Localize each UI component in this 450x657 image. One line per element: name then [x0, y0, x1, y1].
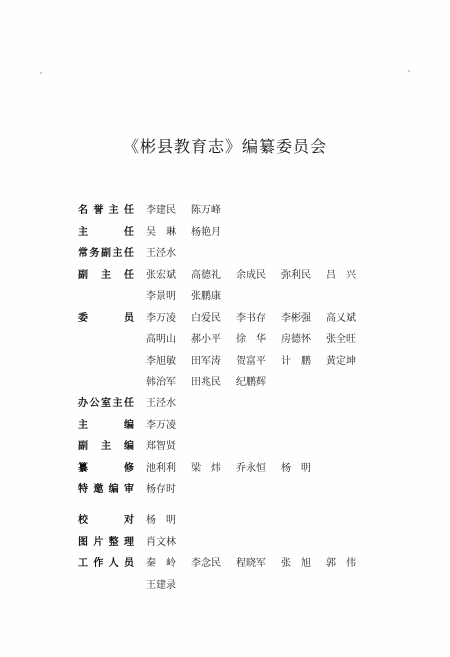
member-name: 吕 兴	[326, 269, 356, 281]
member-name: 韩治军	[146, 377, 176, 388]
member-name: 黄定坤	[326, 355, 356, 367]
roster-row	[78, 224, 438, 246]
member-names	[146, 224, 438, 246]
member-name: 高明山	[146, 334, 176, 345]
roster-row	[78, 438, 438, 460]
label-char: 主	[101, 441, 111, 452]
committee-section	[78, 202, 438, 396]
member-name: 郑智贤	[146, 441, 176, 452]
member-name: 王建录	[146, 579, 176, 591]
member-name: 张鹏康	[191, 291, 221, 302]
roster-row	[78, 417, 438, 439]
role-label	[78, 481, 134, 496]
member-name: 李旭敏	[146, 355, 176, 367]
member-names	[146, 395, 438, 417]
label-char: 员	[124, 312, 134, 324]
member-name: 吴 琳	[146, 226, 176, 238]
member-name: 高德礼	[191, 269, 221, 281]
member-name: 郝小平	[191, 334, 221, 345]
member-name: 肖文林	[146, 536, 176, 548]
roster-row	[78, 395, 438, 417]
roster-row	[78, 512, 438, 534]
label-char: 任	[124, 269, 134, 281]
name-line	[146, 224, 438, 246]
member-name: 程晓军	[236, 558, 266, 569]
member-name: 徐 华	[236, 334, 266, 345]
member-name: 房德怀	[281, 334, 311, 345]
member-name: 李景明	[146, 291, 176, 302]
label-char: 编	[124, 419, 134, 431]
member-names	[146, 460, 438, 482]
label-char: 副	[78, 269, 88, 281]
label-char: 主	[78, 419, 88, 431]
label-char: 邀	[93, 484, 104, 495]
label-char: 主	[101, 269, 111, 281]
role-label	[78, 245, 134, 260]
member-names	[146, 202, 438, 224]
label-char: 修	[124, 462, 134, 474]
roster-row	[78, 267, 438, 310]
member-name: 余成民	[236, 269, 266, 281]
role-label	[78, 417, 134, 432]
label-char: 主	[112, 398, 123, 409]
member-names	[146, 512, 438, 534]
member-name: 梁 炜	[191, 462, 221, 474]
name-line	[146, 288, 438, 310]
name-line	[146, 374, 438, 396]
member-name: 陈万峰	[191, 205, 221, 216]
label-char: 员	[123, 558, 134, 569]
staff-section	[78, 512, 438, 598]
label-char: 作	[93, 558, 104, 569]
label-char: 任	[123, 205, 134, 216]
label-char: 审	[123, 484, 134, 495]
member-name: 王泾水	[146, 398, 176, 409]
role-label	[78, 534, 134, 549]
label-char: 对	[124, 515, 134, 526]
label-char: 主	[112, 248, 123, 259]
name-line	[146, 438, 438, 460]
name-line	[146, 577, 438, 599]
role-label	[78, 555, 134, 570]
role-label	[78, 267, 134, 282]
role-label	[78, 395, 134, 410]
label-char: 任	[124, 248, 134, 259]
label-char: 编	[108, 484, 119, 495]
label-char: 主	[78, 226, 88, 238]
role-label	[78, 460, 134, 475]
label-char: 任	[124, 226, 134, 238]
roster-row	[78, 460, 438, 482]
label-char: 人	[108, 558, 119, 569]
member-name: 李万凌	[146, 312, 176, 324]
label-char: 片	[93, 536, 104, 548]
roster-row	[78, 481, 438, 503]
label-char: 纂	[78, 462, 88, 474]
member-name: 纪鹏辉	[236, 377, 266, 388]
member-name: 池利利	[146, 462, 176, 474]
member-name: 贺富平	[236, 355, 266, 367]
label-char: 名	[78, 205, 88, 216]
member-names	[146, 555, 438, 598]
member-name: 张 旭	[281, 558, 311, 569]
name-line	[146, 310, 438, 332]
member-name: 杨存时	[146, 484, 176, 495]
member-name: 弥利民	[281, 269, 311, 281]
role-label	[78, 224, 134, 239]
name-line	[146, 460, 438, 482]
scan-speck	[408, 70, 410, 72]
member-name: 王泾水	[146, 248, 176, 259]
label-char: 务	[89, 248, 100, 259]
member-name: 田军涛	[191, 355, 221, 367]
label-char: 校	[78, 515, 88, 526]
page-title: 《彬县教育志》编纂委员会	[122, 137, 327, 156]
name-line	[146, 245, 438, 267]
label-char: 常	[78, 248, 88, 259]
member-name: 杨 明	[281, 462, 311, 474]
member-name: 李建民	[146, 205, 176, 216]
editorial-section	[78, 395, 438, 503]
label-char: 工	[78, 558, 88, 569]
member-names	[146, 481, 438, 503]
label-char: 特	[78, 484, 88, 495]
name-line	[146, 202, 438, 224]
member-name: 秦 岭	[146, 558, 176, 569]
role-label	[78, 512, 134, 527]
label-char: 委	[78, 312, 88, 324]
member-name: 李念民	[191, 558, 221, 569]
name-line	[146, 534, 438, 556]
roster-row	[78, 534, 438, 556]
member-name: 张宏斌	[146, 269, 176, 281]
member-name: 田兆民	[191, 377, 221, 388]
member-name: 计 鹏	[281, 355, 311, 367]
member-name: 李万凌	[146, 419, 176, 431]
label-char: 副	[78, 441, 88, 452]
name-line	[146, 331, 438, 353]
name-line	[146, 395, 438, 417]
label-char: 办	[78, 398, 88, 409]
label-char: 理	[123, 536, 134, 548]
member-name: 杨艳月	[191, 226, 221, 238]
label-char: 任	[124, 398, 134, 409]
name-line	[146, 417, 438, 439]
label-char: 编	[124, 441, 134, 452]
label-char: 整	[108, 536, 119, 548]
role-label	[78, 202, 134, 217]
roster-row	[78, 555, 438, 598]
member-names	[146, 417, 438, 439]
name-line	[146, 353, 438, 375]
roster-row	[78, 310, 438, 396]
label-char: 誉	[93, 205, 104, 216]
member-names	[146, 310, 438, 396]
name-line	[146, 512, 438, 534]
member-name: 杨 明	[146, 515, 176, 526]
roster-row	[78, 245, 438, 267]
member-name: 白爱民	[191, 312, 221, 324]
label-char: 主	[108, 205, 119, 216]
member-name: 李书存	[236, 312, 266, 324]
member-names	[146, 245, 438, 267]
label-char: 图	[78, 536, 88, 548]
member-names	[146, 438, 438, 460]
role-label	[78, 438, 134, 453]
name-line	[146, 481, 438, 503]
member-name: 李彬强	[281, 312, 311, 324]
label-char: 副	[101, 248, 111, 259]
name-line	[146, 267, 438, 289]
label-char: 公	[89, 398, 100, 409]
member-name: 张全旺	[326, 334, 356, 345]
member-names	[146, 534, 438, 556]
scan-speck	[40, 72, 42, 74]
member-names	[146, 267, 438, 310]
member-name: 高乂斌	[326, 312, 356, 324]
member-name: 乔永恒	[236, 462, 266, 474]
name-line	[146, 555, 438, 577]
role-label	[78, 310, 134, 325]
roster-row	[78, 202, 438, 224]
label-char: 室	[101, 398, 111, 409]
member-name: 郭 伟	[326, 558, 356, 569]
